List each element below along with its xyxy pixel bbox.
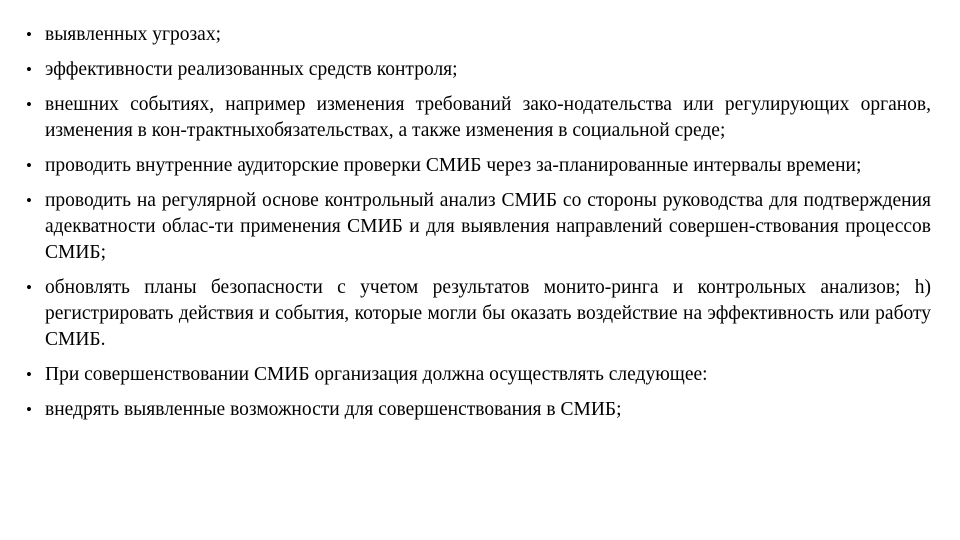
list-item bbox=[26, 397, 931, 423]
item-text: выявленных угрозах; bbox=[45, 24, 221, 45]
bullet-icon: • bbox=[26, 25, 32, 44]
list-item bbox=[26, 22, 931, 48]
list-item bbox=[26, 57, 931, 83]
item-text: эффективности реализованных средств контроля; bbox=[45, 59, 458, 80]
bullet-list bbox=[26, 22, 931, 432]
bullet-icon: • bbox=[26, 365, 32, 384]
bullet-icon: • bbox=[26, 60, 32, 79]
bullet-icon: • bbox=[26, 95, 32, 114]
item-text: внедрять выявленные возможности для совершенствования в СМИБ; bbox=[45, 399, 622, 420]
item-text: проводить внутренние аудиторские проверки СМИБ через за-планированные интервалы времени; bbox=[45, 155, 862, 176]
item-text: обновлять планы безопасности с учетом результатов монито-ринга и контрольных анализов; h) регистрировать действия и события, которые могли бы оказать воздействие на эффективность или работу СМИБ. bbox=[45, 277, 931, 350]
item-text: проводить на регулярной основе контрольный анализ СМИБ со стороны руководства для подтверждения адекватности облас-ти применения СМИБ и для выявления направлений совершен-ствования процессов СМИБ; bbox=[45, 190, 931, 263]
bullet-icon: • bbox=[26, 278, 32, 297]
list-item bbox=[26, 275, 931, 353]
bullet-icon: • bbox=[26, 400, 32, 419]
list-item bbox=[26, 188, 931, 266]
list-item bbox=[26, 362, 931, 388]
item-text: внешних событиях, например изменения требований зако-нодательства или регулирующих органов, изменения в кон-трактныхобязательствах, а также изменения в социальной среде; bbox=[45, 94, 931, 141]
bullet-icon: • bbox=[26, 191, 32, 210]
bullet-icon: • bbox=[26, 156, 32, 175]
item-text: При совершенствовании СМИБ организация должна осуществлять следующее: bbox=[45, 364, 708, 385]
list-item bbox=[26, 92, 931, 144]
list-item bbox=[26, 153, 931, 179]
